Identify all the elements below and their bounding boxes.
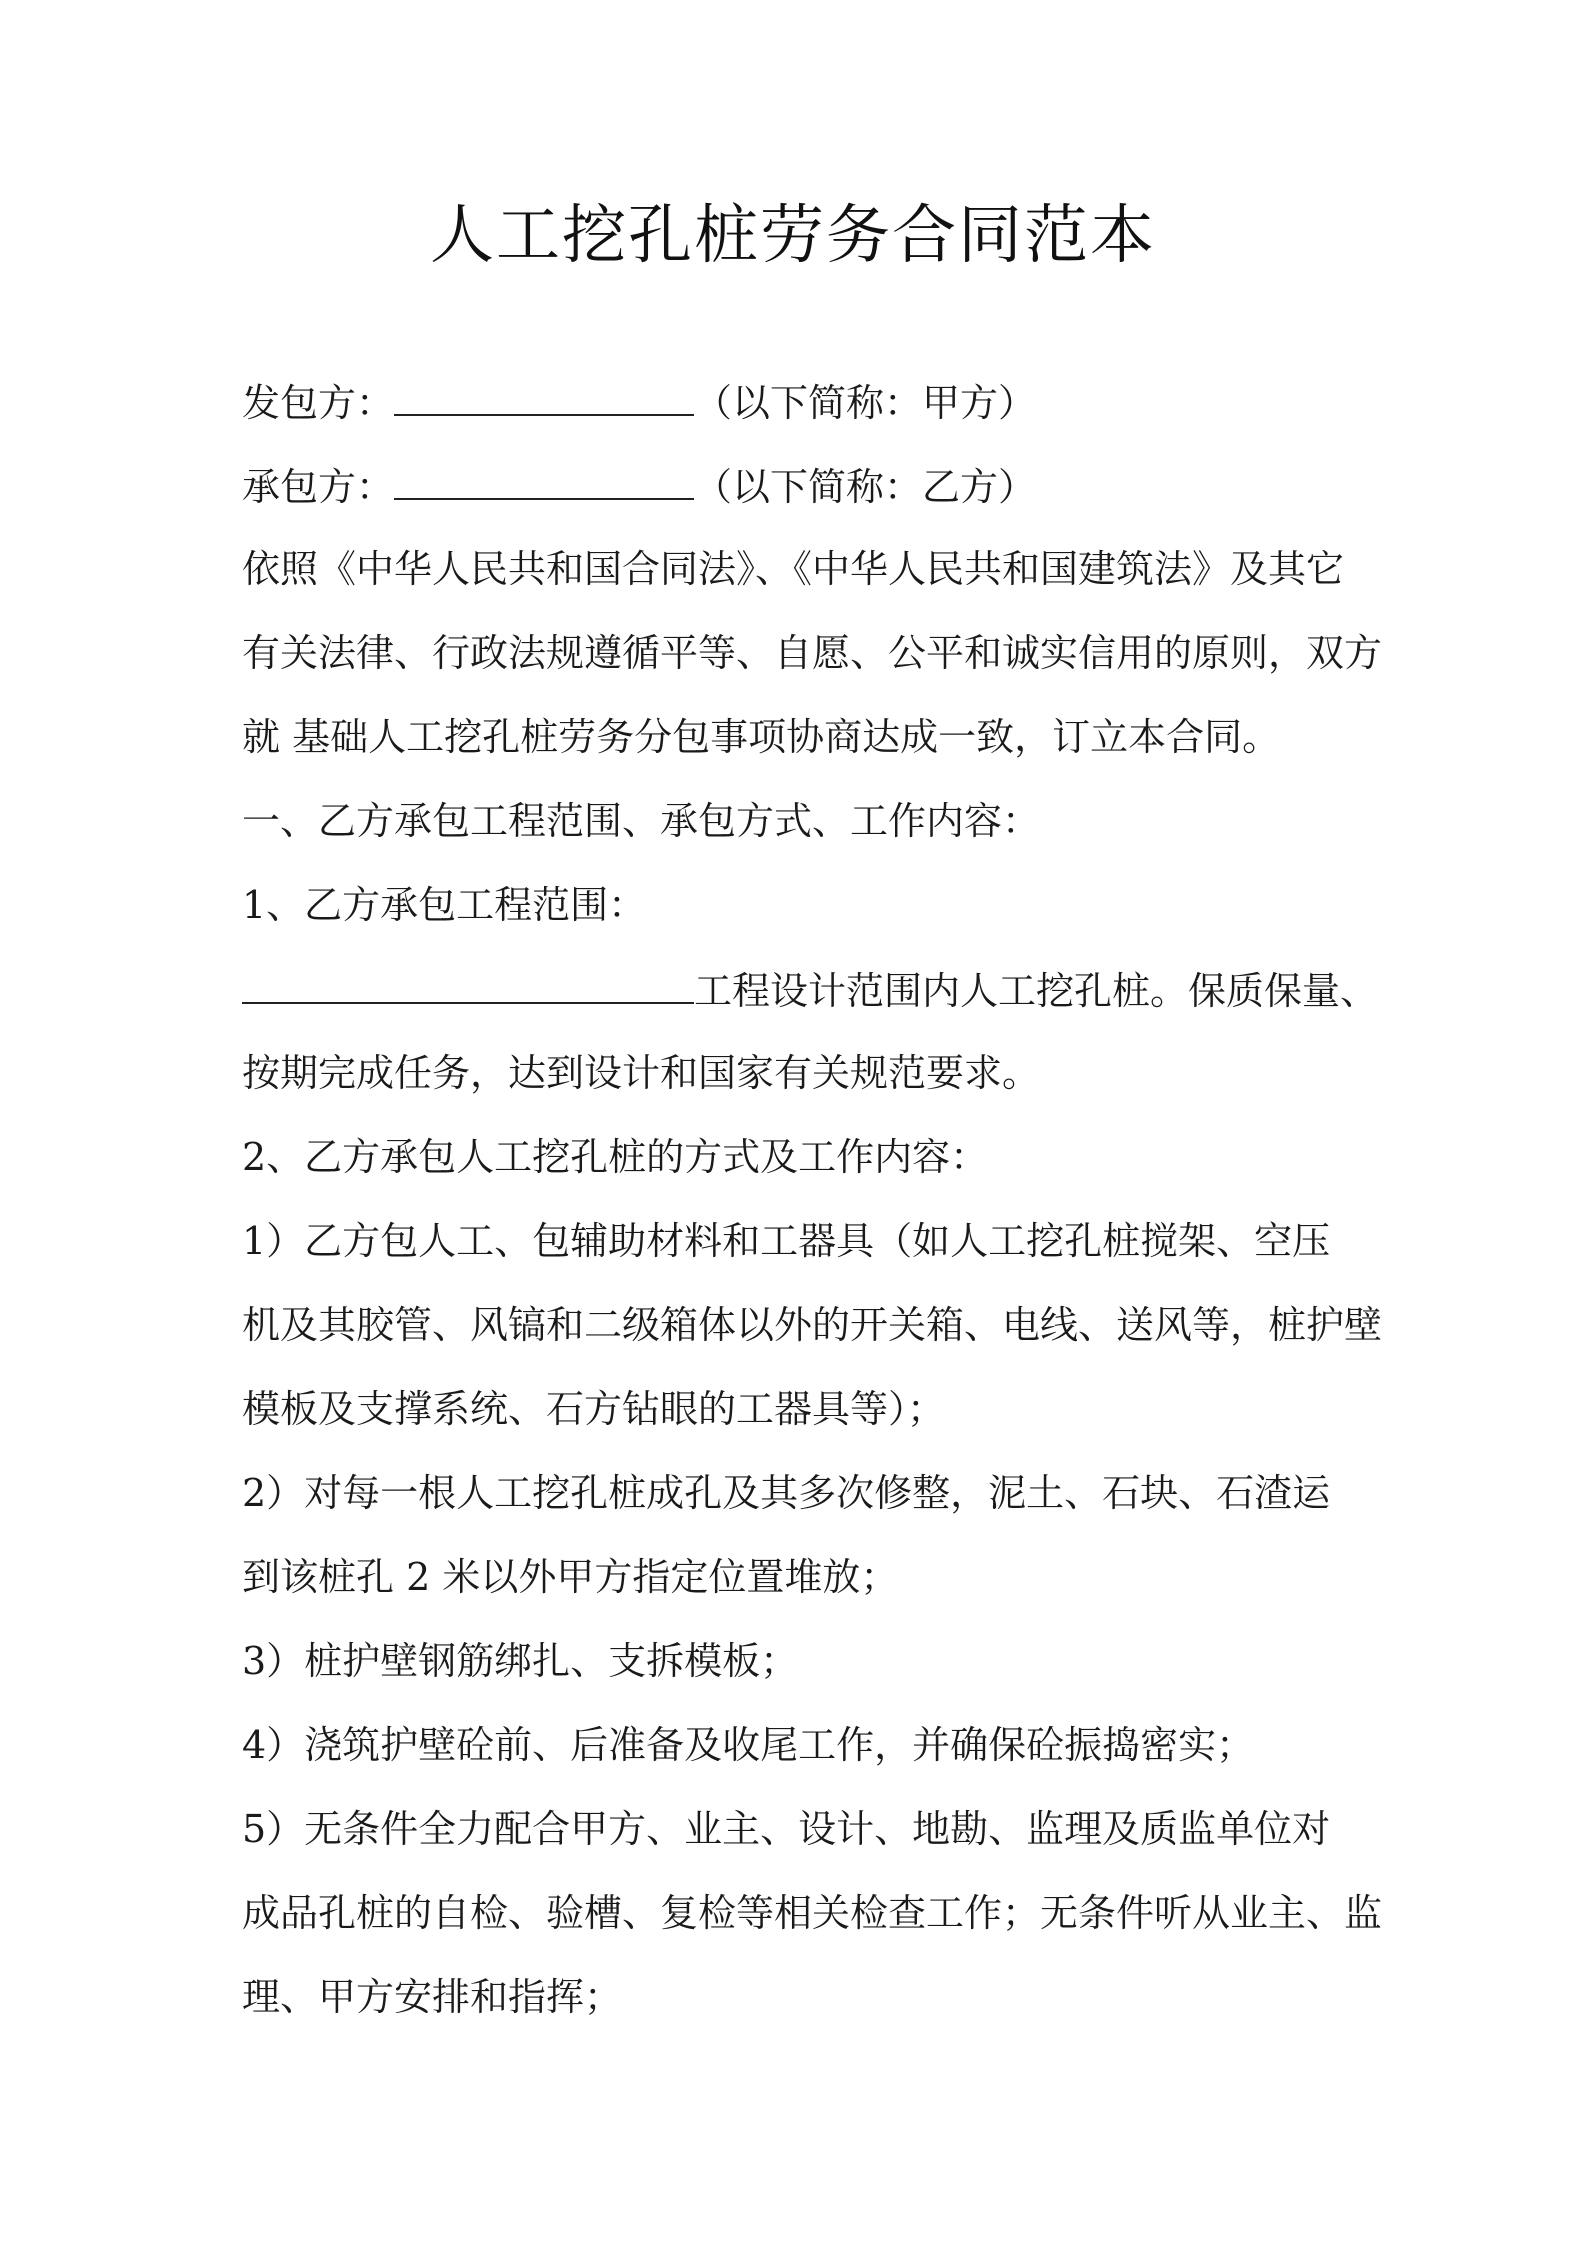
section-1-heading: 一、乙方承包工程范围、承包方式、工作内容：: [242, 799, 1041, 843]
intro-line-2: 有关法律、行政法规遵循平等、自愿、公平和诚实信用的原则，双方: [242, 631, 1383, 675]
party-b-label: 承包方：: [242, 465, 395, 509]
item-1-line-2: 按期完成任务，达到设计和国家有关规范要求。: [242, 1051, 1041, 1095]
party-b-line: [242, 460, 1036, 512]
project-name-blank: [242, 964, 694, 1004]
sub-item-line: 5）无条件全力配合甲方、业主、设计、地勘、监理及质监单位对: [242, 1807, 1331, 1851]
item-1-heading: 1、乙方承包工程范围：: [242, 883, 647, 927]
intro-line-1: 依照《中华人民共和国合同法》、《中华人民共和国建筑法》及其它: [242, 547, 1345, 591]
party-b-suffix: （以下简称：乙方）: [694, 465, 1037, 509]
intro-line-3: 就 基础人工挖孔桩劳务分包事项协商达成一致，订立本合同。: [242, 715, 1281, 759]
sub-item-line: 3）桩护壁钢筋绑扎、支拆模板；: [242, 1639, 799, 1683]
sub-item-line: 4）浇筑护壁砼前、后准备及收尾工作，并确保砼振捣密实；: [242, 1723, 1255, 1767]
party-a-line: [242, 376, 1036, 428]
party-a-suffix: （以下简称：甲方）: [694, 381, 1037, 425]
party-b-blank: [394, 460, 694, 500]
sub-item-line: 机及其胶管、风镐和二级箱体以外的开关箱、电线、送风等，桩护壁: [242, 1303, 1383, 1347]
sub-item-line: 2）对每一根人工挖孔桩成孔及其多次修整，泥土、石块、石渣运: [242, 1471, 1331, 1515]
party-a-label: 发包方：: [242, 381, 395, 425]
sub-item-line: 模板及支撑系统、石方钻眼的工器具等）；: [242, 1387, 946, 1431]
sub-item-line: 1）乙方包人工、包辅助材料和工器具（如人工挖孔桩搅架、空压: [242, 1219, 1331, 1263]
item-1-line-1: [242, 964, 1378, 1016]
sub-item-line: 理、甲方安排和指挥；: [242, 1975, 623, 2019]
sub-item-line: 到该桩孔 2 米以外甲方指定位置堆放；: [242, 1555, 899, 1599]
sub-item-line: 成品孔桩的自检、验槽、复检等相关检查工作；无条件听从业主、监: [242, 1891, 1383, 1935]
party-a-blank: [394, 376, 694, 416]
document-title: 人工挖孔桩劳务合同范本: [430, 199, 1156, 273]
item-2-heading: 2、乙方承包人工挖孔桩的方式及工作内容：: [242, 1135, 989, 1179]
item-1-line-1-text: 工程设计范围内人工挖孔桩。保质保量、: [694, 969, 1379, 1013]
